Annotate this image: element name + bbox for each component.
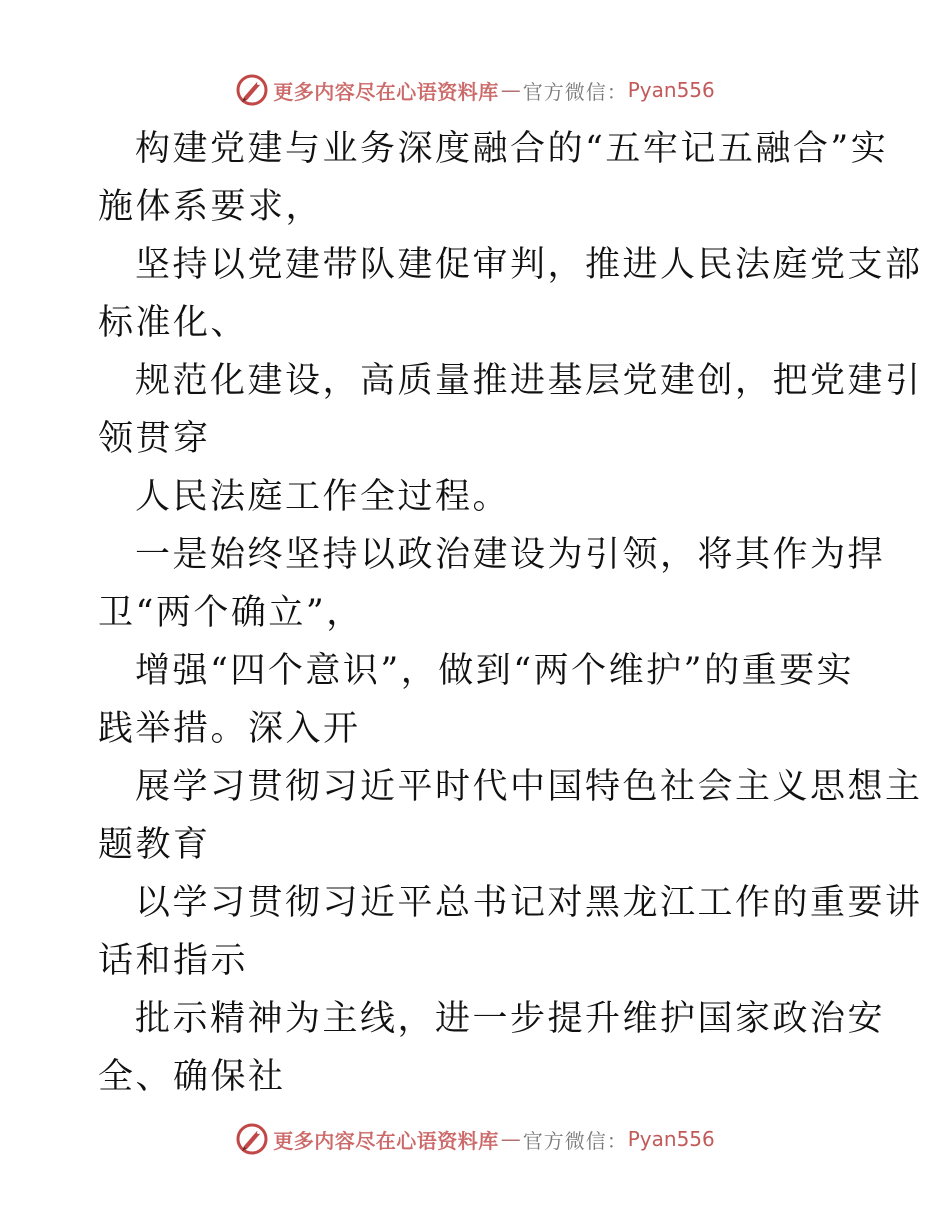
pen-logo-icon	[235, 73, 269, 107]
pen-logo-icon	[235, 1122, 269, 1156]
body-line: 施体系要求，	[98, 187, 324, 227]
footer-watermark-banner	[0, 1119, 950, 1159]
banner-wechat-label: 官方微信：	[522, 1128, 628, 1153]
body-line: 全、确保社	[98, 1057, 286, 1097]
body-line: 规范化建设，高质量推进基层党建创，把党建引	[135, 361, 923, 401]
banner-separator: —	[500, 78, 521, 102]
body-line: 一是始终坚持以政治建设为引领，将其作为捍	[135, 535, 886, 575]
banner-main-text: 更多内容尽在心语资料库	[273, 1128, 499, 1153]
body-line: 坚持以党建带队建促审判，推进人民法庭党支部	[135, 245, 923, 285]
banner-main-text: 更多内容尽在心语资料库	[273, 79, 499, 104]
body-line: 卫“两个确立”，	[98, 593, 364, 633]
document-body	[98, 120, 923, 1106]
body-line: 增强“四个意识”，做到“两个维护”的重要实	[135, 651, 855, 691]
body-line: 标准化、	[98, 303, 249, 343]
body-line: 题教育	[98, 825, 211, 865]
banner-wechat-id: Pyan556	[627, 78, 715, 102]
header-watermark-banner	[0, 70, 950, 110]
body-line: 批示精神为主线，进一步提升维护国家政治安	[135, 999, 886, 1039]
banner-separator: —	[500, 1127, 521, 1151]
banner-wechat-label: 官方微信：	[522, 79, 628, 104]
body-line: 人民法庭工作全过程。	[135, 477, 511, 517]
body-line: 展学习贯彻习近平时代中国特色社会主义思想主	[135, 767, 923, 807]
body-line: 领贯穿	[98, 419, 211, 459]
body-line: 构建党建与业务深度融合的“五牢记五融合”实	[135, 129, 889, 169]
body-line: 践举措。深入开	[98, 709, 361, 749]
banner-wechat-id: Pyan556	[627, 1127, 715, 1151]
body-line: 以学习贯彻习近平总书记对黑龙江工作的重要讲	[135, 883, 923, 923]
body-line: 话和指示	[98, 941, 249, 981]
